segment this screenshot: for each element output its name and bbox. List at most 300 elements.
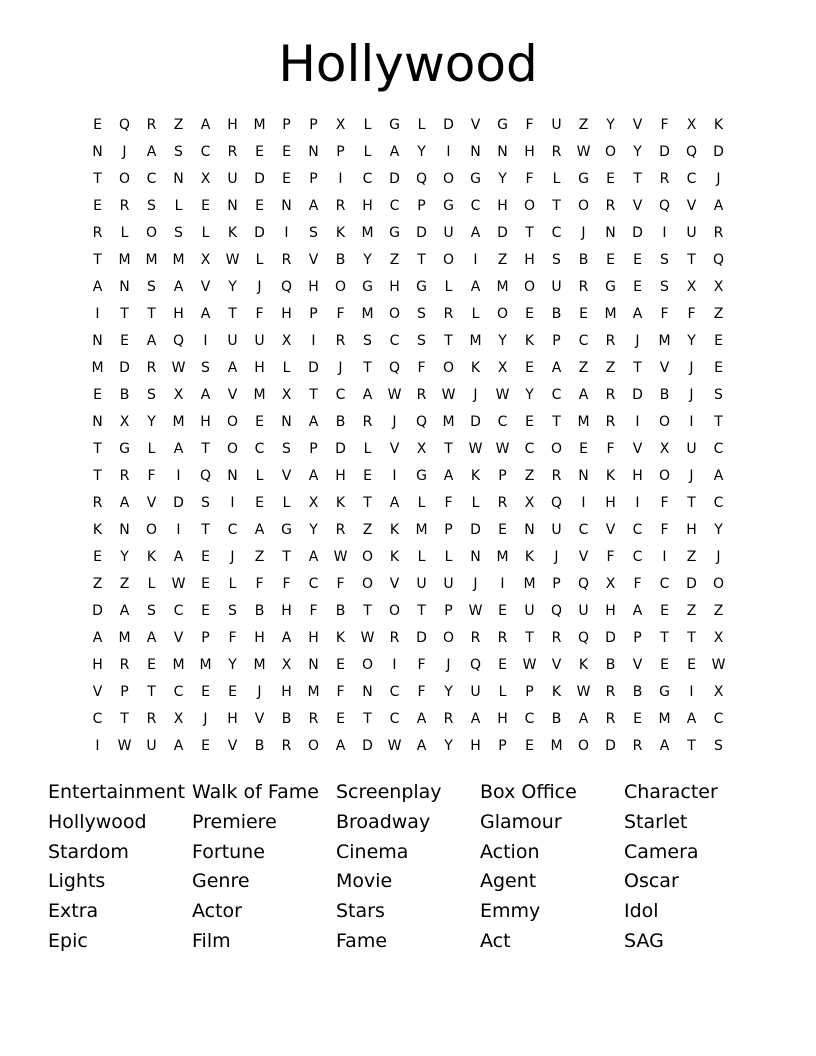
grid-letter[interactable]: T	[93, 468, 102, 484]
grid-letter[interactable]: U	[686, 441, 697, 457]
grid-letter[interactable]: M	[253, 117, 266, 133]
grid-letter[interactable]: S	[417, 306, 426, 322]
grid-letter[interactable]: F	[336, 576, 345, 592]
grid-letter[interactable]: Q	[469, 657, 482, 673]
grid-letter[interactable]: N	[119, 279, 130, 295]
grid-letter[interactable]: L	[444, 279, 453, 295]
grid-letter[interactable]: A	[200, 387, 211, 403]
grid-letter[interactable]: E	[93, 549, 102, 565]
grid-letter[interactable]: K	[335, 495, 346, 511]
grid-letter[interactable]: C	[524, 711, 535, 727]
grid-letter[interactable]: H	[308, 279, 319, 295]
grid-letter[interactable]: G	[416, 468, 427, 484]
grid-letter[interactable]: Z	[713, 603, 724, 619]
grid-letter[interactable]: D	[686, 576, 697, 592]
grid-letter[interactable]: G	[605, 279, 616, 295]
grid-letter[interactable]: A	[551, 360, 562, 376]
grid-letter[interactable]: J	[338, 360, 343, 376]
grid-letter[interactable]: L	[471, 495, 480, 511]
grid-letter[interactable]: Z	[524, 468, 535, 484]
grid-letter[interactable]: X	[173, 387, 184, 403]
grid-letter[interactable]: T	[552, 198, 561, 214]
grid-letter[interactable]: Z	[686, 549, 697, 565]
grid-letter[interactable]: N	[119, 522, 130, 538]
grid-letter[interactable]: A	[335, 738, 346, 754]
grid-letter[interactable]: T	[660, 630, 669, 646]
grid-letter[interactable]: B	[254, 738, 265, 754]
grid-letter[interactable]: C	[389, 333, 400, 349]
grid-letter[interactable]: F	[309, 603, 318, 619]
grid-letter[interactable]: X	[200, 252, 211, 268]
grid-letter[interactable]: M	[523, 576, 536, 592]
grid-letter[interactable]: Q	[415, 414, 428, 430]
grid-letter[interactable]: J	[392, 414, 397, 430]
grid-letter[interactable]: O	[334, 279, 347, 295]
grid-letter[interactable]: O	[442, 252, 455, 268]
grid-letter[interactable]: N	[470, 549, 481, 565]
grid-letter[interactable]: F	[525, 117, 534, 133]
grid-letter[interactable]: O	[388, 306, 401, 322]
grid-letter[interactable]: U	[470, 684, 481, 700]
grid-letter[interactable]: T	[363, 603, 372, 619]
grid-letter[interactable]: O	[523, 279, 536, 295]
grid-letter[interactable]: O	[658, 414, 671, 430]
grid-letter[interactable]: U	[551, 522, 562, 538]
grid-letter[interactable]: U	[146, 738, 157, 754]
grid-letter[interactable]: L	[228, 576, 237, 592]
grid-letter[interactable]: D	[416, 630, 427, 646]
grid-letter[interactable]: W	[117, 738, 132, 754]
grid-letter[interactable]: A	[227, 360, 238, 376]
grid-letter[interactable]: R	[605, 387, 616, 403]
grid-letter[interactable]: E	[93, 117, 102, 133]
grid-letter[interactable]: D	[605, 630, 616, 646]
grid-letter[interactable]: L	[363, 117, 372, 133]
grid-letter[interactable]: K	[524, 333, 535, 349]
grid-letter[interactable]: N	[227, 198, 238, 214]
grid-letter[interactable]: H	[173, 306, 184, 322]
grid-letter[interactable]: O	[226, 414, 239, 430]
grid-letter[interactable]: I	[284, 225, 289, 241]
grid-letter[interactable]: F	[444, 495, 453, 511]
grid-letter[interactable]: H	[470, 738, 481, 754]
grid-letter[interactable]: E	[498, 522, 507, 538]
grid-letter[interactable]: M	[550, 738, 563, 754]
grid-letter[interactable]: V	[632, 657, 643, 673]
grid-letter[interactable]: S	[147, 387, 156, 403]
grid-letter[interactable]: F	[660, 495, 669, 511]
grid-letter[interactable]: M	[604, 306, 617, 322]
grid-letter[interactable]: R	[605, 711, 616, 727]
grid-letter[interactable]: K	[524, 549, 535, 565]
grid-letter[interactable]: O	[118, 171, 131, 187]
grid-letter[interactable]: A	[632, 603, 643, 619]
grid-letter[interactable]: D	[308, 360, 319, 376]
grid-letter[interactable]: D	[659, 144, 670, 160]
grid-letter[interactable]: R	[551, 144, 562, 160]
grid-letter[interactable]: J	[203, 711, 208, 727]
grid-letter[interactable]: L	[201, 225, 210, 241]
grid-letter[interactable]: K	[227, 225, 238, 241]
grid-letter[interactable]: Y	[687, 333, 696, 349]
grid-letter[interactable]: U	[578, 603, 589, 619]
grid-letter[interactable]: J	[716, 171, 721, 187]
grid-letter[interactable]: H	[497, 198, 508, 214]
grid-letter[interactable]: Y	[525, 387, 534, 403]
grid-letter[interactable]: A	[173, 441, 184, 457]
grid-letter[interactable]: M	[469, 333, 482, 349]
grid-letter[interactable]: E	[336, 711, 345, 727]
grid-letter[interactable]: C	[713, 711, 724, 727]
grid-letter[interactable]: V	[659, 360, 670, 376]
grid-letter[interactable]: M	[253, 657, 266, 673]
grid-letter[interactable]: C	[713, 441, 724, 457]
grid-letter[interactable]: L	[363, 441, 372, 457]
grid-letter[interactable]: K	[389, 549, 400, 565]
grid-letter[interactable]: P	[309, 441, 318, 457]
grid-letter[interactable]: T	[147, 684, 156, 700]
grid-letter[interactable]: V	[632, 198, 643, 214]
grid-letter[interactable]: I	[95, 306, 100, 322]
grid-letter[interactable]: A	[200, 117, 211, 133]
grid-letter[interactable]: O	[550, 441, 563, 457]
grid-letter[interactable]: V	[227, 387, 238, 403]
grid-letter[interactable]: S	[201, 360, 210, 376]
grid-letter[interactable]: E	[201, 684, 210, 700]
grid-letter[interactable]: E	[363, 468, 372, 484]
grid-letter[interactable]: A	[389, 144, 400, 160]
grid-letter[interactable]: X	[416, 441, 427, 457]
grid-letter[interactable]: R	[470, 630, 481, 646]
grid-letter[interactable]: V	[281, 468, 292, 484]
grid-letter[interactable]: O	[388, 603, 401, 619]
grid-letter[interactable]: B	[254, 603, 265, 619]
grid-letter[interactable]: A	[713, 468, 724, 484]
grid-letter[interactable]: M	[118, 252, 131, 268]
grid-letter[interactable]: D	[92, 603, 103, 619]
grid-letter[interactable]: D	[443, 117, 454, 133]
grid-letter[interactable]: M	[91, 360, 104, 376]
grid-letter[interactable]: B	[335, 603, 346, 619]
grid-letter[interactable]: T	[120, 711, 129, 727]
grid-letter[interactable]: Q	[118, 117, 131, 133]
grid-letter[interactable]: P	[282, 117, 291, 133]
grid-letter[interactable]: T	[363, 495, 372, 511]
grid-letter[interactable]: M	[658, 711, 671, 727]
grid-letter[interactable]: E	[606, 252, 615, 268]
grid-letter[interactable]: X	[605, 576, 616, 592]
grid-letter[interactable]: E	[579, 441, 588, 457]
grid-letter[interactable]: P	[417, 198, 426, 214]
grid-letter[interactable]: Q	[550, 603, 563, 619]
grid-letter[interactable]: D	[362, 738, 373, 754]
grid-letter[interactable]: R	[443, 306, 454, 322]
grid-letter[interactable]: S	[147, 198, 156, 214]
grid-letter[interactable]: R	[92, 225, 103, 241]
grid-letter[interactable]: C	[362, 171, 373, 187]
grid-letter[interactable]: I	[176, 468, 181, 484]
grid-letter[interactable]: D	[173, 495, 184, 511]
grid-letter[interactable]: H	[308, 630, 319, 646]
grid-letter[interactable]: N	[227, 468, 238, 484]
grid-letter[interactable]: E	[255, 144, 264, 160]
grid-letter[interactable]: C	[659, 576, 670, 592]
grid-letter[interactable]: P	[498, 468, 507, 484]
grid-letter[interactable]: J	[689, 360, 694, 376]
grid-letter[interactable]: T	[201, 522, 210, 538]
grid-letter[interactable]: L	[147, 576, 156, 592]
grid-letter[interactable]: H	[281, 684, 292, 700]
grid-letter[interactable]: M	[199, 657, 212, 673]
grid-letter[interactable]: Z	[173, 117, 184, 133]
grid-letter[interactable]: Z	[578, 360, 589, 376]
grid-letter[interactable]: Y	[606, 117, 615, 133]
grid-letter[interactable]: Y	[444, 684, 453, 700]
grid-letter[interactable]: A	[308, 414, 319, 430]
grid-letter[interactable]: M	[145, 252, 158, 268]
grid-letter[interactable]: W	[333, 549, 348, 565]
grid-letter[interactable]: T	[633, 360, 642, 376]
grid-letter[interactable]: V	[632, 117, 643, 133]
grid-letter[interactable]: C	[551, 225, 562, 241]
grid-letter[interactable]: A	[308, 198, 319, 214]
grid-letter[interactable]: R	[416, 387, 427, 403]
grid-letter[interactable]: F	[660, 117, 669, 133]
grid-letter[interactable]: W	[441, 387, 456, 403]
grid-letter[interactable]: F	[147, 468, 156, 484]
grid-letter[interactable]: V	[146, 495, 157, 511]
grid-letter[interactable]: V	[254, 711, 265, 727]
grid-letter[interactable]: V	[470, 117, 481, 133]
grid-letter[interactable]: J	[257, 684, 262, 700]
grid-letter[interactable]: X	[308, 495, 319, 511]
grid-letter[interactable]: R	[119, 657, 130, 673]
grid-letter[interactable]: W	[495, 441, 510, 457]
grid-letter[interactable]: S	[174, 144, 183, 160]
grid-letter[interactable]: Z	[605, 360, 616, 376]
grid-letter[interactable]: N	[173, 171, 184, 187]
grid-letter[interactable]: Z	[362, 522, 373, 538]
grid-letter[interactable]: L	[255, 468, 264, 484]
grid-letter[interactable]: W	[225, 252, 240, 268]
grid-letter[interactable]: B	[119, 387, 130, 403]
grid-letter[interactable]: I	[392, 468, 397, 484]
grid-letter[interactable]: L	[282, 495, 291, 511]
grid-letter[interactable]: O	[658, 468, 671, 484]
grid-letter[interactable]: T	[444, 441, 453, 457]
grid-letter[interactable]: O	[604, 144, 617, 160]
grid-letter[interactable]: B	[632, 684, 643, 700]
grid-letter[interactable]: J	[122, 144, 127, 160]
grid-letter[interactable]: E	[525, 738, 534, 754]
grid-letter[interactable]: F	[633, 576, 642, 592]
grid-letter[interactable]: F	[417, 360, 426, 376]
grid-letter[interactable]: I	[662, 549, 667, 565]
grid-letter[interactable]: M	[415, 522, 428, 538]
grid-letter[interactable]: W	[387, 738, 402, 754]
grid-letter[interactable]: R	[281, 252, 292, 268]
grid-letter[interactable]: L	[417, 495, 426, 511]
grid-letter[interactable]: M	[253, 387, 266, 403]
grid-letter[interactable]: X	[281, 387, 292, 403]
grid-letter[interactable]: B	[335, 252, 346, 268]
grid-letter[interactable]: C	[389, 684, 400, 700]
grid-letter[interactable]: F	[282, 576, 291, 592]
grid-letter[interactable]: R	[659, 171, 670, 187]
grid-letter[interactable]: T	[444, 333, 453, 349]
grid-letter[interactable]: D	[713, 144, 724, 160]
grid-letter[interactable]: E	[201, 738, 210, 754]
grid-letter[interactable]: W	[576, 684, 591, 700]
grid-letter[interactable]: G	[578, 171, 589, 187]
grid-letter[interactable]: M	[307, 684, 320, 700]
grid-letter[interactable]: P	[552, 576, 561, 592]
grid-letter[interactable]: P	[309, 171, 318, 187]
grid-letter[interactable]: T	[93, 252, 102, 268]
grid-letter[interactable]: U	[443, 576, 454, 592]
grid-letter[interactable]: V	[632, 441, 643, 457]
grid-letter[interactable]: Q	[712, 252, 725, 268]
grid-letter[interactable]: T	[687, 630, 696, 646]
grid-letter[interactable]: E	[525, 414, 534, 430]
grid-letter[interactable]: N	[92, 144, 103, 160]
grid-letter[interactable]: N	[605, 225, 616, 241]
grid-letter[interactable]: Q	[550, 495, 563, 511]
grid-letter[interactable]: M	[118, 630, 131, 646]
grid-letter[interactable]: R	[362, 414, 373, 430]
grid-letter[interactable]: N	[308, 144, 319, 160]
grid-letter[interactable]: Q	[685, 144, 698, 160]
grid-letter[interactable]: E	[201, 603, 210, 619]
grid-letter[interactable]: A	[470, 279, 481, 295]
grid-letter[interactable]: O	[307, 738, 320, 754]
grid-letter[interactable]: M	[496, 549, 509, 565]
grid-letter[interactable]: W	[522, 657, 537, 673]
grid-letter[interactable]: E	[687, 657, 696, 673]
grid-letter[interactable]: Q	[199, 468, 212, 484]
grid-letter[interactable]: S	[174, 225, 183, 241]
grid-letter[interactable]: F	[606, 549, 615, 565]
grid-letter[interactable]: E	[336, 657, 345, 673]
grid-letter[interactable]: Q	[172, 333, 185, 349]
grid-letter[interactable]: L	[174, 198, 183, 214]
grid-letter[interactable]: U	[227, 333, 238, 349]
grid-letter[interactable]: A	[173, 549, 184, 565]
grid-letter[interactable]: R	[119, 468, 130, 484]
grid-letter[interactable]: Y	[228, 279, 237, 295]
grid-letter[interactable]: A	[119, 603, 130, 619]
grid-letter[interactable]: A	[146, 630, 157, 646]
grid-letter[interactable]: O	[712, 576, 725, 592]
grid-letter[interactable]: Y	[498, 171, 507, 187]
grid-letter[interactable]: R	[335, 198, 346, 214]
grid-letter[interactable]: C	[254, 441, 265, 457]
grid-letter[interactable]: V	[308, 252, 319, 268]
grid-letter[interactable]: C	[632, 549, 643, 565]
grid-letter[interactable]: H	[281, 306, 292, 322]
grid-letter[interactable]: C	[389, 711, 400, 727]
grid-letter[interactable]: Q	[388, 360, 401, 376]
grid-letter[interactable]: E	[201, 576, 210, 592]
grid-letter[interactable]: L	[255, 252, 264, 268]
grid-letter[interactable]: I	[392, 657, 397, 673]
grid-letter[interactable]: A	[146, 333, 157, 349]
grid-letter[interactable]: O	[442, 171, 455, 187]
grid-letter[interactable]: Y	[147, 414, 156, 430]
grid-letter[interactable]: T	[525, 630, 534, 646]
grid-letter[interactable]: G	[470, 171, 481, 187]
grid-letter[interactable]: S	[201, 495, 210, 511]
grid-letter[interactable]: T	[363, 711, 372, 727]
grid-letter[interactable]: O	[145, 225, 158, 241]
grid-letter[interactable]: E	[201, 549, 210, 565]
grid-letter[interactable]: G	[443, 198, 454, 214]
grid-letter[interactable]: W	[387, 387, 402, 403]
grid-letter[interactable]: X	[173, 711, 184, 727]
grid-letter[interactable]: H	[200, 414, 211, 430]
grid-letter[interactable]: D	[416, 225, 427, 241]
grid-letter[interactable]: N	[308, 657, 319, 673]
grid-letter[interactable]: F	[255, 306, 264, 322]
grid-letter[interactable]: C	[173, 684, 184, 700]
grid-letter[interactable]: N	[497, 144, 508, 160]
grid-letter[interactable]: Y	[444, 738, 453, 754]
grid-letter[interactable]: S	[363, 333, 372, 349]
grid-letter[interactable]: D	[632, 225, 643, 241]
grid-letter[interactable]: W	[171, 576, 186, 592]
grid-letter[interactable]: K	[605, 468, 616, 484]
grid-letter[interactable]: E	[120, 333, 129, 349]
grid-letter[interactable]: E	[255, 495, 264, 511]
grid-letter[interactable]: A	[200, 306, 211, 322]
grid-letter[interactable]: E	[498, 657, 507, 673]
grid-letter[interactable]: E	[201, 198, 210, 214]
grid-letter[interactable]: H	[362, 198, 373, 214]
grid-letter[interactable]: A	[416, 711, 427, 727]
grid-letter[interactable]: E	[714, 360, 723, 376]
grid-letter[interactable]: R	[551, 630, 562, 646]
grid-letter[interactable]: A	[173, 279, 184, 295]
grid-letter[interactable]: C	[551, 387, 562, 403]
grid-letter[interactable]: X	[524, 495, 535, 511]
grid-letter[interactable]: E	[579, 306, 588, 322]
grid-letter[interactable]: R	[443, 711, 454, 727]
grid-letter[interactable]: X	[713, 630, 724, 646]
grid-letter[interactable]: Q	[280, 279, 293, 295]
grid-letter[interactable]: C	[497, 414, 508, 430]
grid-letter[interactable]: Z	[497, 252, 508, 268]
grid-letter[interactable]: S	[147, 279, 156, 295]
grid-letter[interactable]: G	[119, 441, 130, 457]
grid-letter[interactable]: F	[606, 441, 615, 457]
grid-letter[interactable]: W	[711, 657, 726, 673]
grid-letter[interactable]: O	[577, 738, 590, 754]
grid-letter[interactable]: P	[498, 738, 507, 754]
grid-letter[interactable]: K	[146, 549, 157, 565]
grid-letter[interactable]: T	[552, 414, 561, 430]
grid-letter[interactable]: X	[713, 279, 724, 295]
grid-letter[interactable]: R	[551, 468, 562, 484]
grid-letter[interactable]: D	[470, 522, 481, 538]
grid-letter[interactable]: T	[714, 414, 723, 430]
grid-letter[interactable]: C	[227, 522, 238, 538]
grid-letter[interactable]: M	[361, 225, 374, 241]
grid-letter[interactable]: Z	[578, 117, 589, 133]
grid-letter[interactable]: H	[497, 711, 508, 727]
grid-letter[interactable]: X	[497, 360, 508, 376]
grid-letter[interactable]: P	[201, 630, 210, 646]
grid-letter[interactable]: T	[687, 738, 696, 754]
